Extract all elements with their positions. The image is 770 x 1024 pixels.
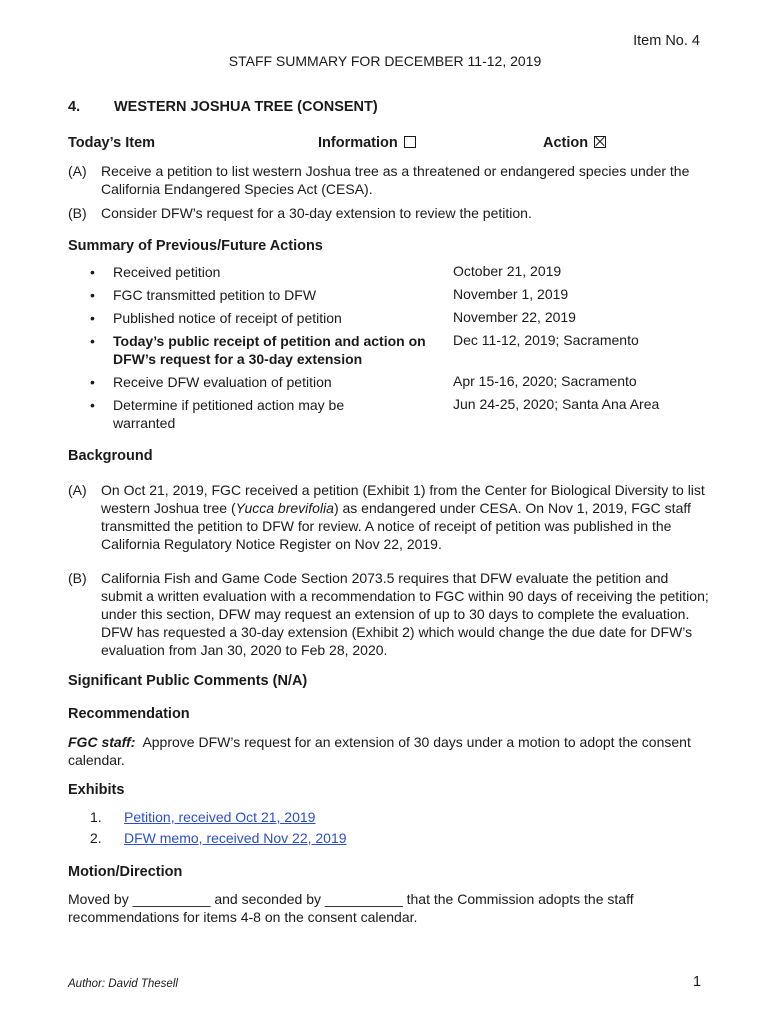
recommendation-lead: FGC staff: bbox=[68, 734, 136, 750]
bullet-icon: • bbox=[90, 333, 95, 349]
recommendation-heading: Recommendation bbox=[68, 706, 190, 722]
item-b-text: Consider DFW’s request for a 30-day extension to review the petition. bbox=[101, 205, 532, 221]
motion-text: Moved by __________ and seconded by __________ that the Commission adopts the staff recommendations for items 4-8 on the consent calendar. bbox=[68, 891, 634, 925]
species-name: Yucca brevifolia bbox=[235, 500, 334, 516]
information-label: Information bbox=[318, 135, 398, 151]
information-checkbox-icon bbox=[404, 136, 416, 148]
exhibit-number: 1. bbox=[90, 809, 102, 825]
recommendation-text: FGC staff: Approve DFW’s request for an extension of 30 days under a motion to adopt the consent calendar. bbox=[68, 734, 691, 768]
item-number: Item No. 4 bbox=[633, 33, 700, 49]
bullet-icon: • bbox=[90, 287, 95, 303]
action-row-date: November 22, 2019 bbox=[453, 309, 576, 325]
action-label: Action bbox=[543, 135, 589, 151]
exhibit-1-link[interactable]: Petition, received Oct 21, 2019 bbox=[124, 809, 316, 825]
bullet-icon: • bbox=[90, 264, 95, 280]
author-line: Author: David Thesell bbox=[68, 978, 178, 990]
action-checkbox-checked-icon bbox=[594, 136, 606, 148]
background-b-text: California Fish and Game Code Section 2073.5 requires that DFW evaluate the petition and submit a written evaluation with a recommendation to FGC within 90 days of receiving the petition; under this section, DFW may request an extension of up to 30 days to complete the evaluation. DFW has requested a 30-day extension (Exhibit 2) which would change the due date for DFW’s evaluation from Jan 30, 2020 to Feb 28, 2020. bbox=[101, 570, 709, 658]
information-option bbox=[318, 135, 416, 151]
page-number: 1 bbox=[693, 974, 702, 990]
bullet-icon: • bbox=[90, 374, 95, 390]
action-row-date: Dec 11-12, 2019; Sacramento bbox=[453, 332, 639, 348]
exhibits-heading: Exhibits bbox=[68, 782, 125, 798]
action-row-date: October 21, 2019 bbox=[453, 263, 562, 279]
bullet-icon: • bbox=[90, 310, 95, 326]
public-comments-heading: Significant Public Comments (N/A) bbox=[68, 673, 308, 689]
action-row-text: Determine if petitioned action may be warranted bbox=[113, 397, 345, 431]
section-title: WESTERN JOSHUA TREE (CONSENT) bbox=[114, 99, 378, 115]
item-b-letter: (B) bbox=[68, 205, 87, 221]
background-b-letter: (B) bbox=[68, 570, 87, 586]
previous-actions-heading: Summary of Previous/Future Actions bbox=[68, 238, 323, 254]
item-a-letter: (A) bbox=[68, 163, 87, 179]
action-row-text-current: Today’s public receipt of petition and action on DFW’s request for a 30-day extension bbox=[113, 333, 426, 367]
todays-item-label: Today’s Item bbox=[68, 135, 156, 151]
action-option bbox=[543, 135, 606, 151]
action-row-text: FGC transmitted petition to DFW bbox=[113, 287, 317, 303]
exhibit-number: 2. bbox=[90, 830, 102, 846]
action-row-date: Apr 15-16, 2020; Sacramento bbox=[453, 373, 637, 389]
background-a-letter: (A) bbox=[68, 482, 87, 498]
bullet-icon: • bbox=[90, 397, 95, 413]
section-number: 4. bbox=[68, 99, 81, 115]
action-row-text: Receive DFW evaluation of petition bbox=[113, 374, 332, 390]
action-row-date: November 1, 2019 bbox=[453, 286, 569, 302]
motion-heading: Motion/Direction bbox=[68, 864, 183, 880]
exhibit-2-link[interactable]: DFW memo, received Nov 22, 2019 bbox=[124, 830, 347, 846]
background-a-text: On Oct 21, 2019, FGC received a petition (Exhibit 1) from the Center for Biological Diversity to list western Joshua tree (Yucca brevifolia) as endangered under CESA. On Nov 1, 2019, FGC staff transmitted the petition to DFW for review. A notice of receipt of petition was published in the California Regulatory Notice Register on Nov 22, 2019. bbox=[101, 482, 705, 552]
item-a-text: Receive a petition to list western Joshua tree as a threatened or endangered species under the California Endangered Species Act (CESA). bbox=[101, 163, 690, 197]
action-row-text: Received petition bbox=[113, 264, 221, 280]
summary-title: STAFF SUMMARY FOR DECEMBER 11-12, 2019 bbox=[228, 53, 542, 69]
action-row-text: Published notice of receipt of petition bbox=[113, 310, 342, 326]
action-row-date: Jun 24-25, 2020; Santa Ana Area bbox=[453, 396, 660, 412]
background-heading: Background bbox=[68, 448, 153, 464]
